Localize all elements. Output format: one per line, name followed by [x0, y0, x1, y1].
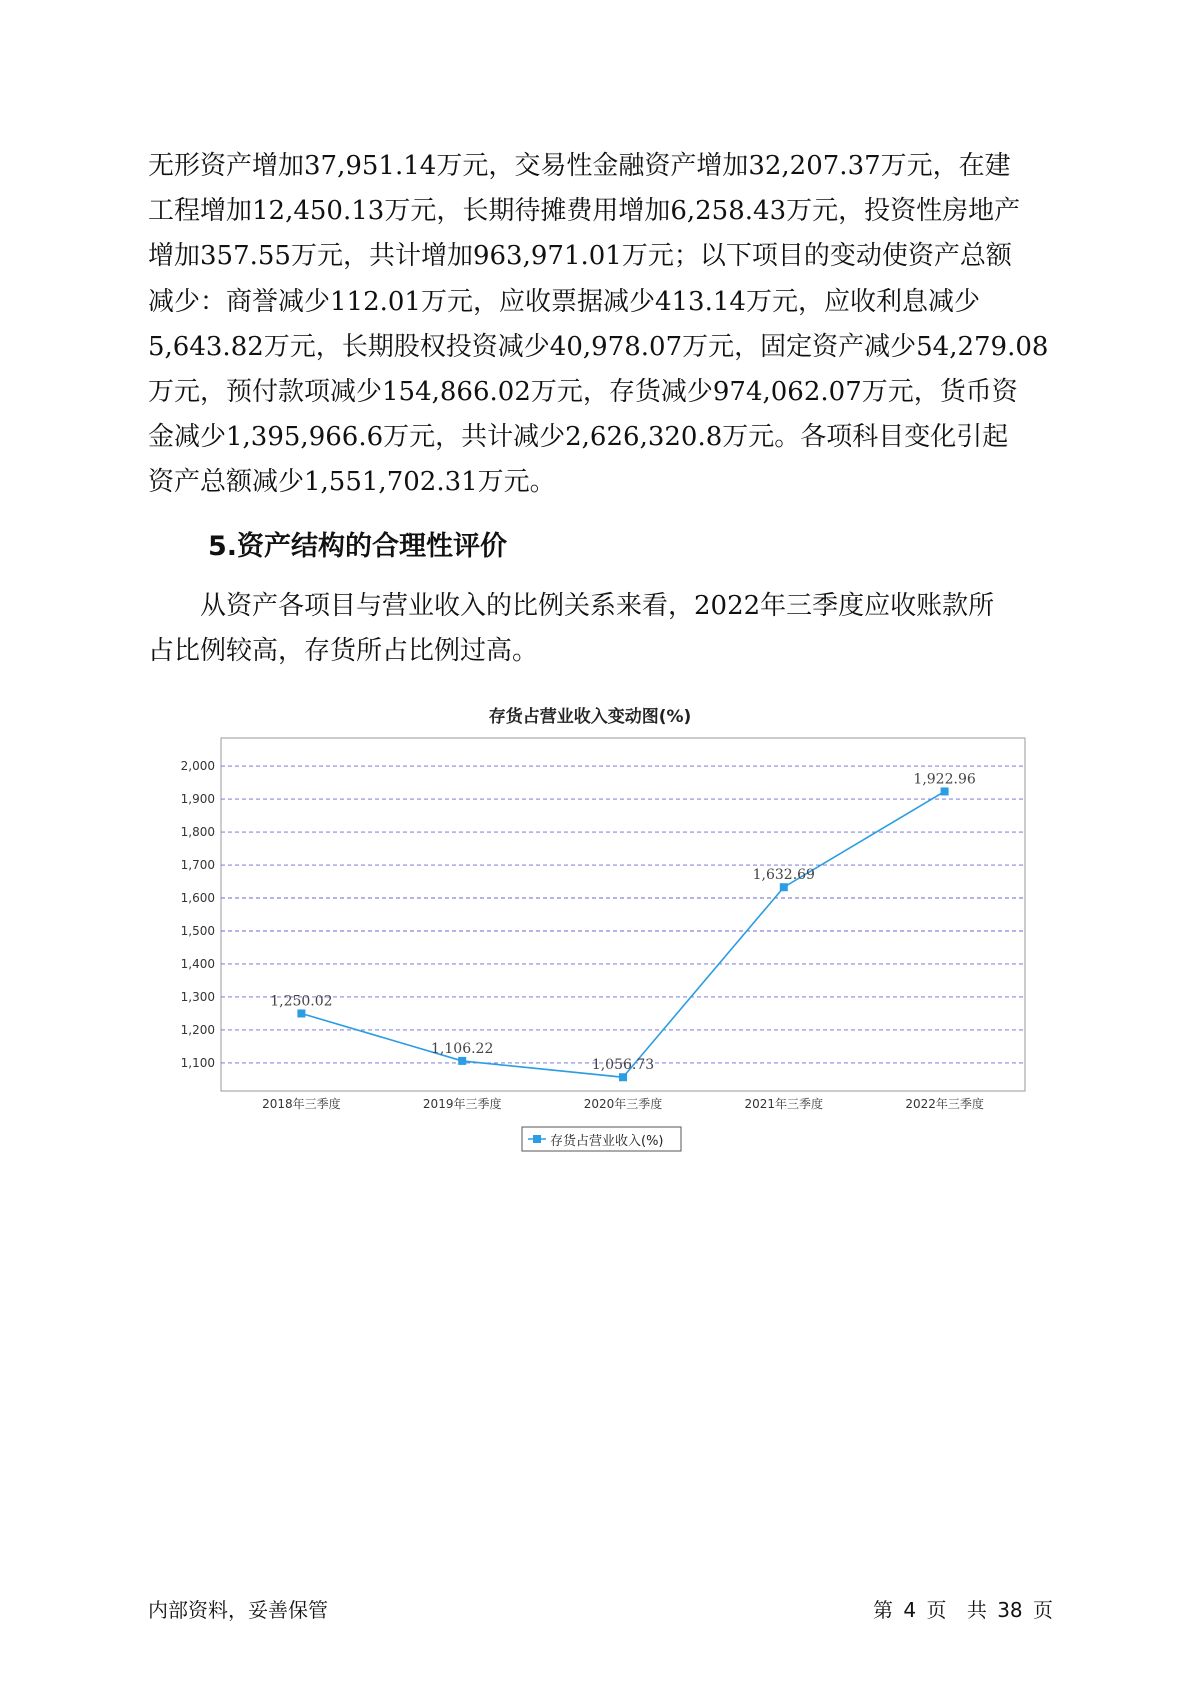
x-tick-label: 2020年三季度 [583, 1097, 663, 1111]
x-tick-label: 2018年三季度 [262, 1097, 341, 1111]
y-tick-label: 1,800 [180, 825, 215, 840]
x-tick-label: 2021年三季度 [744, 1097, 824, 1111]
x-axis-ticks [262, 1096, 984, 1111]
data-point [458, 1057, 466, 1065]
paragraph-line: 占比例较高，存货所占比例过高。 [148, 636, 539, 667]
y-tick-label: 2,000 [180, 759, 215, 774]
x-tick-label: 2022年三季度 [905, 1097, 984, 1111]
data-label: 1,632.69 [752, 867, 815, 884]
paragraph-line: 工程增加12,450.13万元，长期待摊费用增加6,258.43万元，投资性房地产 [148, 196, 1021, 227]
paragraph-line: 资产总额减少1,551,702.31万元。 [148, 467, 556, 498]
inventory-revenue-chart [140, 700, 1040, 1160]
paragraph-line: 5,643.82万元，长期股权投资减少40,978.07万元，固定资产减少54,279.08 [148, 331, 1049, 362]
data-point [941, 787, 949, 795]
total-pages: 38 [997, 1598, 1023, 1622]
paragraph-line: 金减少1,395,966.6万元，共计减少2,626,320.8万元。各项科目变化引起 [148, 422, 1009, 453]
x-tick-label: 2019年三季度 [422, 1097, 502, 1111]
page-prefix: 第 [873, 1598, 894, 1622]
footer-page-info [869, 1594, 1053, 1623]
y-tick-label: 1,400 [180, 956, 215, 971]
legend-label: 存货占营业收入(%) [550, 1134, 664, 1149]
paragraph-line: 增加357.55万元，共计增加963,971.01万元；以下项目的变动使资产总额 [148, 241, 1012, 272]
data-point [297, 1009, 305, 1017]
paragraph-line: 从资产各项目与营业收入的比例关系来看，2022年三季度应收账款所 [200, 591, 995, 621]
chart-title: 存货占营业收入变动图(%) [488, 707, 692, 727]
legend-marker-icon [533, 1135, 541, 1143]
paragraph-line: 无形资产增加37,951.14万元，交易性金融资产增加32,207.37万元，在建 [148, 151, 1011, 181]
section-heading: 5.资产结构的合理性评价 [208, 531, 508, 562]
y-tick-label: 1,300 [180, 989, 215, 1004]
plot-area [221, 738, 1025, 1091]
data-label: 1,056.73 [591, 1057, 655, 1074]
paragraph-asset-changes [148, 144, 1053, 506]
data-label: 1,922.96 [913, 771, 976, 788]
y-axis-ticks [181, 759, 215, 1070]
paragraph-asset-ratio [148, 584, 1053, 674]
data-point [780, 883, 788, 891]
y-tick-label: 1,100 [180, 1055, 215, 1070]
total-unit: 页 [1033, 1598, 1053, 1622]
total-prefix: 共 [966, 1598, 987, 1622]
footer-confidential: 内部资料，妥善保管 [148, 1598, 328, 1622]
legend [522, 1127, 681, 1151]
y-tick-label: 1,900 [180, 792, 215, 807]
page-unit: 页 [926, 1598, 947, 1622]
data-label: 1,106.22 [431, 1040, 494, 1057]
page-number: 4 [903, 1598, 917, 1622]
y-tick-label: 1,700 [180, 858, 215, 873]
y-tick-label: 1,600 [180, 891, 215, 906]
data-label: 1,250.02 [270, 993, 333, 1010]
paragraph-line: 万元，预付款项减少154,866.02万元，存货减少974,062.07万元，货币资 [148, 376, 1018, 407]
paragraph-line: 减少：商誉减少112.01万元，应收票据减少413.14万元，应收利息减少 [148, 286, 980, 317]
y-tick-label: 1,200 [180, 1022, 215, 1037]
y-tick-label: 1,500 [180, 923, 215, 938]
data-point [619, 1073, 627, 1081]
